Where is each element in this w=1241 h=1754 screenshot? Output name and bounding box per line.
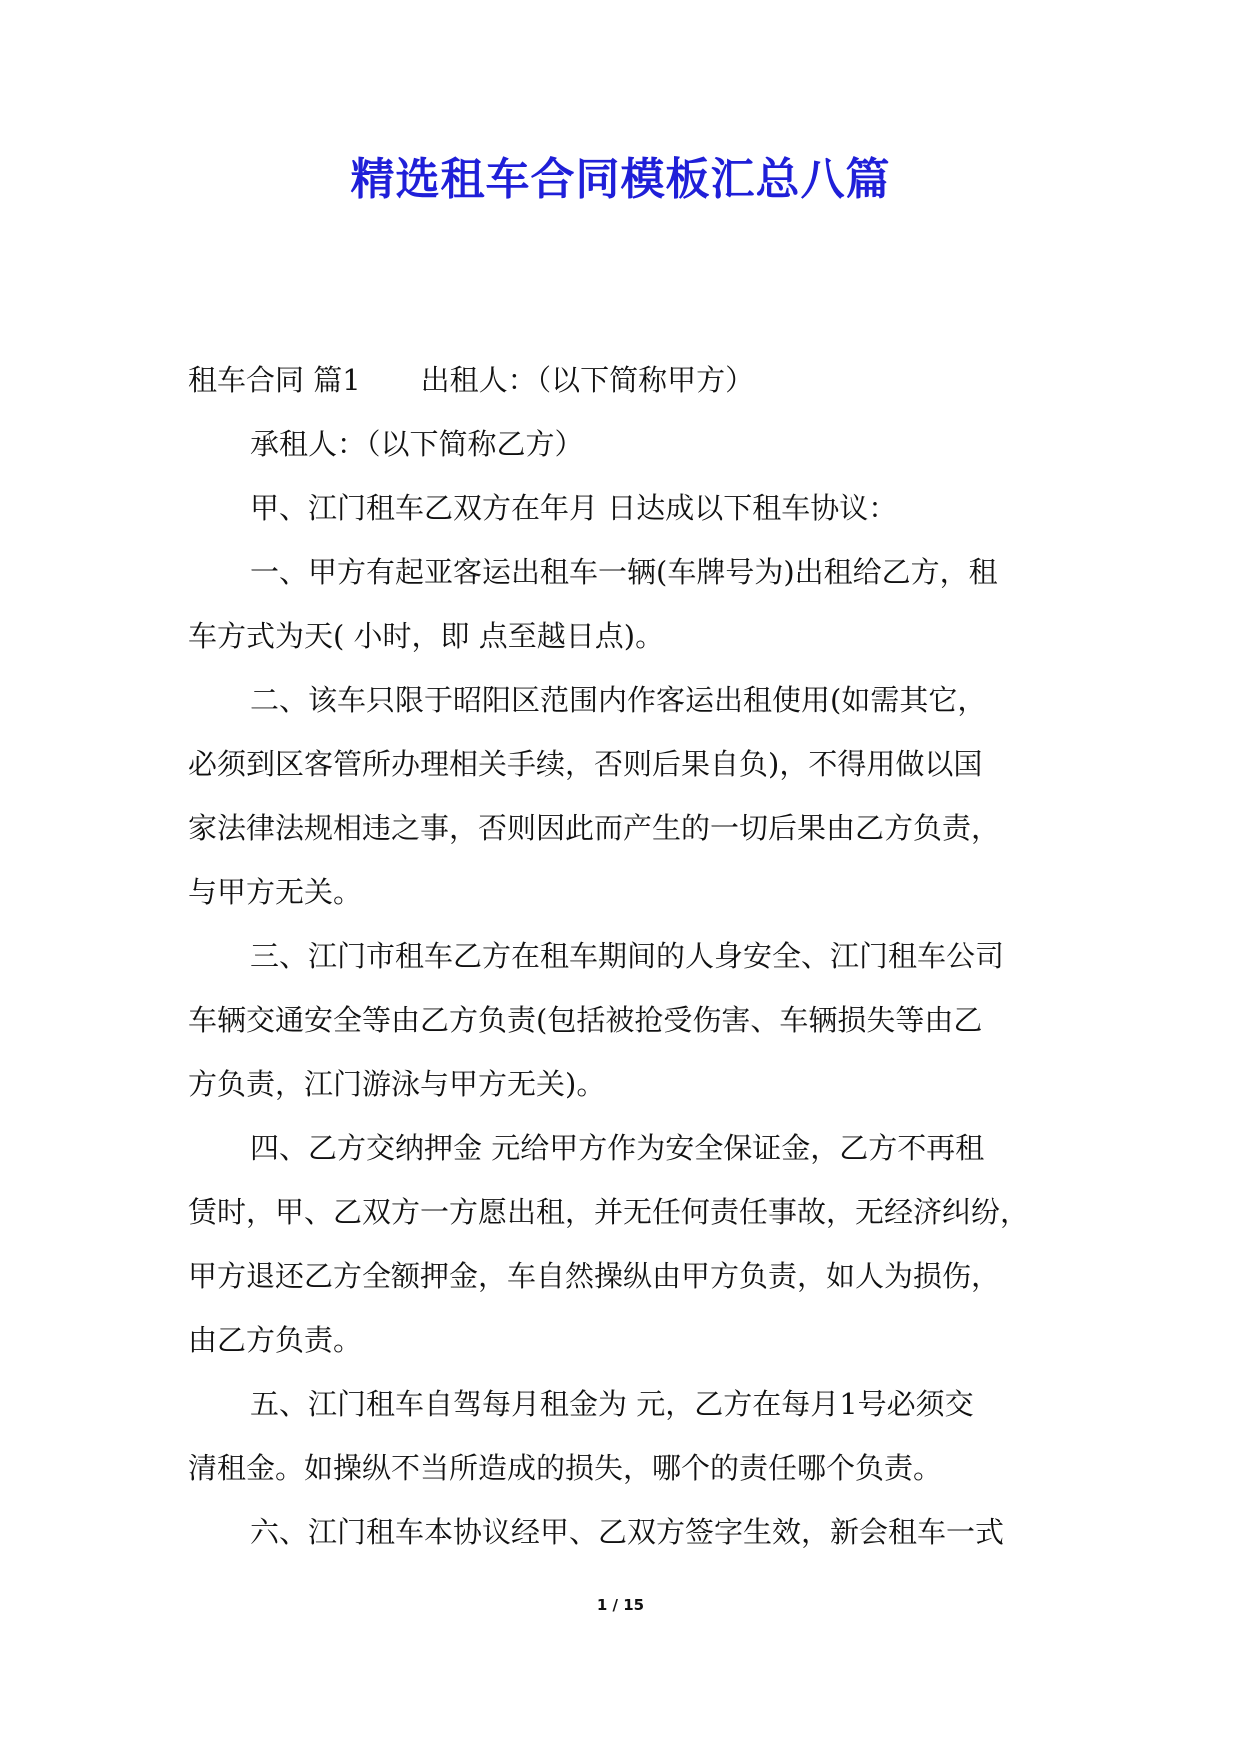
lessor-line: 出租人：（以下简称甲方） (420, 363, 755, 397)
paragraph-line: 由乙方负责。 (188, 1323, 363, 1357)
paragraph-line: 三、江门市租车乙方在租车期间的人身安全、江门租车公司 (250, 939, 1005, 973)
paragraph-line: 家法律法规相违之事，否则因此而产生的一切后果由乙方负责， (188, 811, 1001, 845)
paragraph-line (188, 348, 1056, 412)
paragraph-line: 必须到区客管所办理相关手续，否则后果自负)，不得用做以国 (188, 747, 983, 781)
document-body (188, 348, 1056, 1564)
paragraph-line: 清租金。如操纵不当所造成的损失，哪个的责任哪个负责。 (188, 1451, 943, 1485)
paragraph-line: 二、该车只限于昭阳区范围内作客运出租使用(如需其它， (250, 683, 987, 717)
paragraph-line: 六、江门租车本协议经甲、乙双方签字生效，新会租车一式 (250, 1515, 1005, 1549)
paragraph-line: 一、甲方有起亚客运出租车一辆(车牌号为)出租给乙方，租 (250, 555, 998, 589)
paragraph-line: 车辆交通安全等由乙方负责(包括被抢受伤害、车辆损失等由乙 (188, 1003, 983, 1037)
paragraph-line: 与甲方无关。 (188, 875, 363, 909)
page-number: 1 / 15 (596, 1596, 645, 1614)
paragraph-line: 甲、江门租车乙双方在年月 日达成以下租车协议： (250, 491, 898, 525)
paragraph-line: 五、江门租车自驾每月租金为 元，乙方在每月1号必须交 (250, 1387, 974, 1421)
paragraph-line: 车方式为天( 小时，即 点至越日点)。 (188, 619, 665, 653)
paragraph-line: 甲方退还乙方全额押金，车自然操纵由甲方负责，如人为损伤， (188, 1259, 1001, 1293)
contract-heading: 租车合同 篇1 (188, 363, 361, 397)
paragraph-line: 四、乙方交纳押金 元给甲方作为安全保证金，乙方不再租 (250, 1131, 985, 1165)
paragraph-line: 方负责，江门游泳与甲方无关)。 (188, 1067, 606, 1101)
document-title: 精选租车合同模板汇总八篇 (350, 154, 891, 205)
paragraph-line: 赁时，甲、乙双方一方愿出租，并无任何责任事故，无经济纠纷， (188, 1195, 1030, 1229)
lessee-line: 承租人：（以下简称乙方） (250, 427, 584, 461)
